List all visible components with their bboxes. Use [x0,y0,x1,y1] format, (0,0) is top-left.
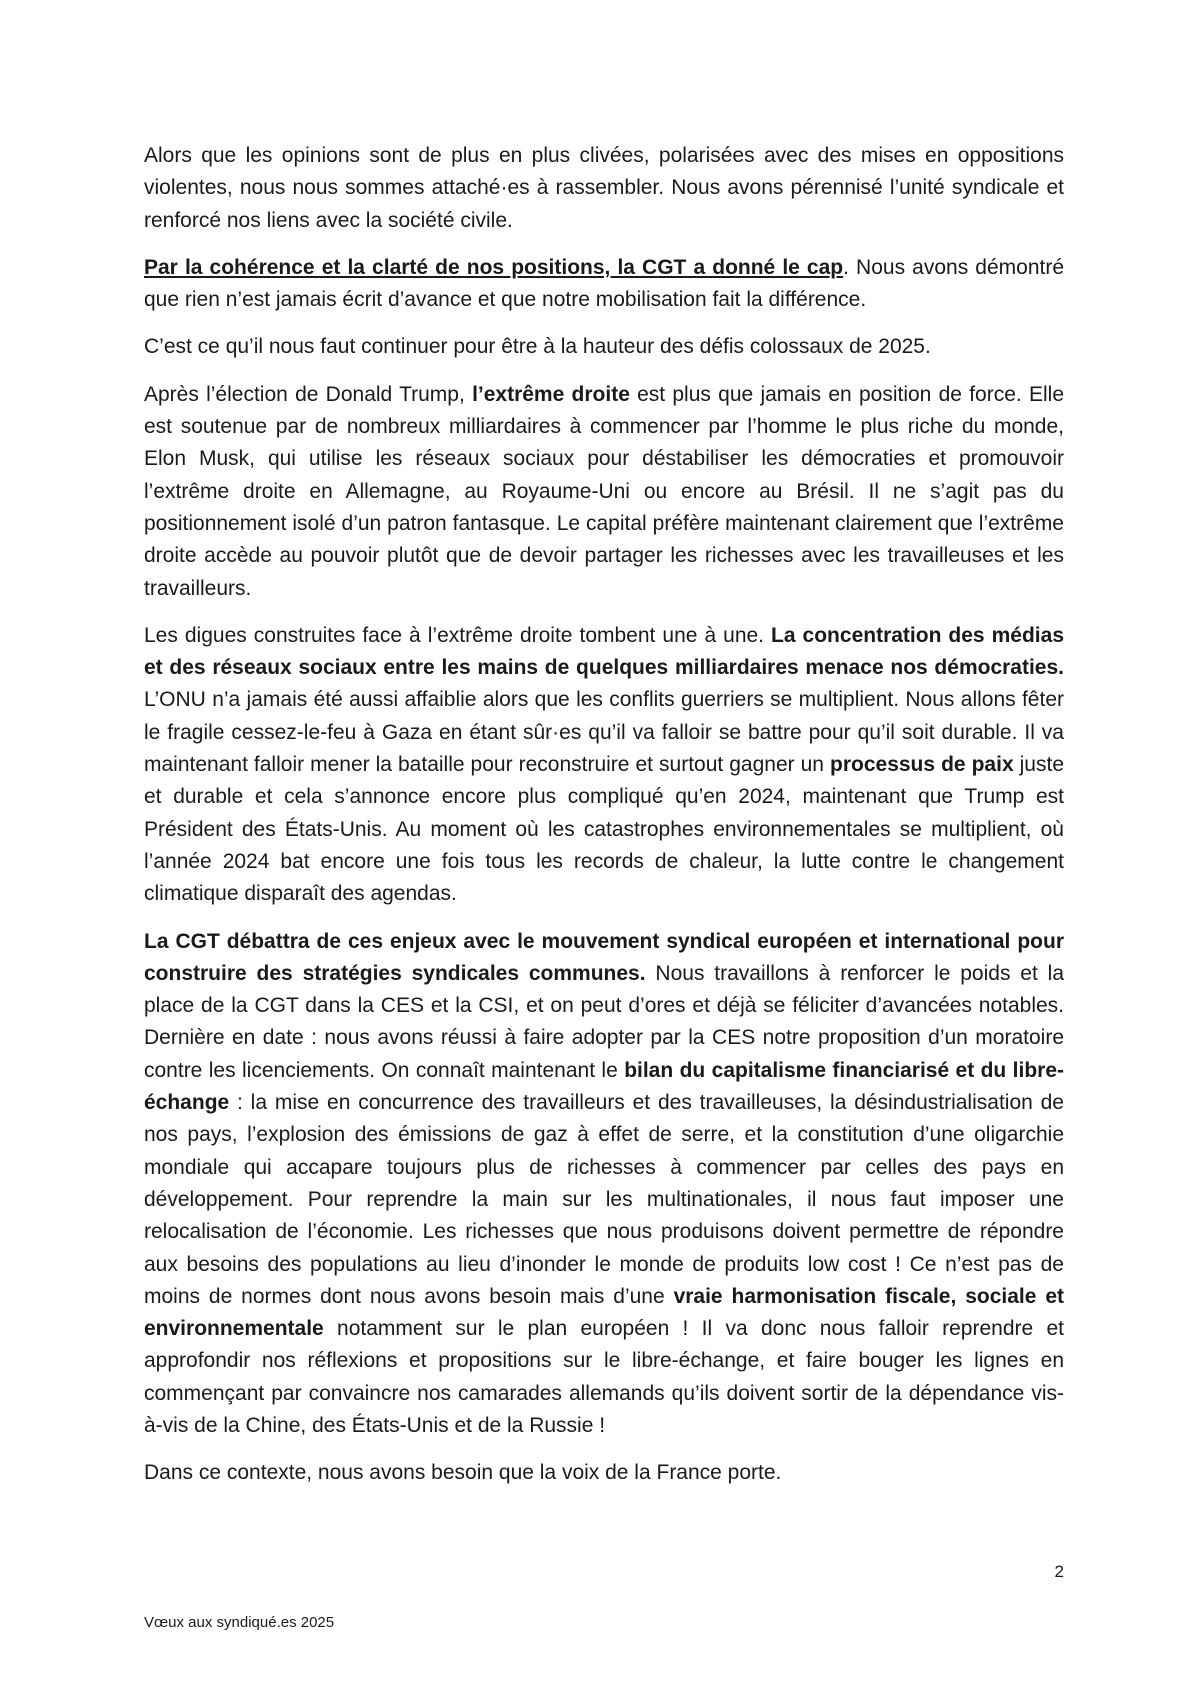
paragraph-text: Après l’élection de Donald Trump, [144,382,473,406]
paragraph-1 [144,140,1064,237]
paragraph-text: Les digues construites face à l’extrême droite tombent une à une. [144,623,772,647]
emphasis-bold: bilan du capitalisme financiarisé et du libre-échange [144,1058,1064,1115]
paragraph-5 [144,620,1064,911]
paragraph-text: Alors que les opinions sont de plus en plus clivées, polarisées avec des mises en oppositions violentes, nous nous sommes attaché·es à rassembler. Nous avons pérennisé l’unité syndicale et renforcé nos liens avec la société civile. [144,144,1064,232]
paragraph-text: Dans ce contexte, nous avons besoin que la voix de la France porte. [144,1461,782,1485]
paragraph-text: . Nous avons démontré que rien n’est jamais écrit d’avance et que notre mobilisation fait la différence. [144,255,1065,312]
emphasis-bold: La CGT débattra de ces enjeux avec le mouvement syndical européen et international pour construire des stratégies syndicales communes. [144,929,1064,985]
page-number: 2 [1054,1562,1064,1581]
paragraph-text: est plus que jamais en position de force. Elle est soutenue par de nombreux milliardaires à commencer par l’homme le plus riche du monde, Elon Musk, qui utilise les réseaux sociaux pour déstabiliser les démocraties et promouvoir l’extrême droite en Allemagne, au Royaume-Uni ou encore au Brésil. Il ne s’agit pas du positionnement isolé d’un patron fantasque. Le capital préfère maintenant clairement que l’extrême droite accède au pouvoir plutôt que de devoir partager les richesses avec les travailleuses et les travailleurs. [144,382,1064,600]
emphasis-bold: vraie harmonisation fiscale, sociale et environnementale [144,1284,1064,1341]
paragraph-3 [144,331,1064,363]
page-footer: Vœux aux syndiqué.es 2025 [144,1614,335,1631]
paragraph-text: juste et durable et cela s’annonce encore plus compliqué qu’en 2024, maintenant que Trump est Président des États-Unis. Au moment où les catastrophes environnementales se multiplient, où l’année 2024 bat encore une fois tous les records de chaleur, la lutte contre le changement climatique disparaît des agendas. [144,753,1064,906]
paragraph-text: notamment sur le plan européen ! Il va donc nous falloir reprendre et approfondir nos réflexions et propositions sur le libre-échange, et faire bouger les lignes en commençant par convaincre nos camarades allemands qu’ils doivent sortir de la dépendance vis-à-vis de la Chine, des États-Unis et de la Russie ! [144,1317,1064,1437]
emphasis-underlined: Par la cohérence et la clarté de nos positions, la CGT a donné le cap [144,255,844,279]
emphasis-bold: La concentration des médias et des réseaux sociaux entre les mains de quelques milliardaires menace nos démocraties. [144,623,1064,680]
document-body [144,140,1064,1505]
paragraph-4 [144,379,1064,605]
emphasis-bold: l’extrême droite [472,382,630,406]
paragraph-text: C’est ce qu’il nous faut continuer pour être à la hauteur des défis colossaux de 2025. [144,335,931,359]
paragraph-text: : la mise en concurrence des travailleurs et des travailleuses, la désindustrialisation de nos pays, l’explosion des émissions de gaz à effet de serre, et la constitution d’une oligarchie mondiale qui accapare toujours plus de richesses à commencer par celles des pays en développement. Pour reprendre la main sur les multinationales, il nous faut imposer une relocalisation de l’économie. Les richesses que nous produisons doivent permettre de répondre aux besoins des populations au lieu d’inonder le monde de produits low cost ! Ce n’est pas de moins de normes dont nous avons besoin mais d’une [144,1091,1064,1308]
paragraph-7 [144,1457,1064,1489]
paragraph-2 [144,252,1064,317]
paragraph-6 [144,926,1064,1443]
emphasis-bold: processus de paix [830,753,1014,777]
paragraph-text: Nous travaillons à renforcer le poids et la place de la CGT dans la CES et la CSI, et on peut d’ores et déjà se féliciter d’avancées notables. Dernière en date : nous avons réussi à faire adopter par la CES notre proposition d’un moratoire contre les licenciements. On connaît maintenant le [144,961,1064,1082]
paragraph-text: L’ONU n’a jamais été aussi affaiblie alors que les conflits guerriers se multiplient. Nous allons fêter le fragile cessez-le-feu à Gaza en étant sûr·es qu’il va falloir se battre pour qu’il soit durable. Il va maintenant falloir mener la bataille pour reconstruire et surtout gagner un [144,688,1064,777]
